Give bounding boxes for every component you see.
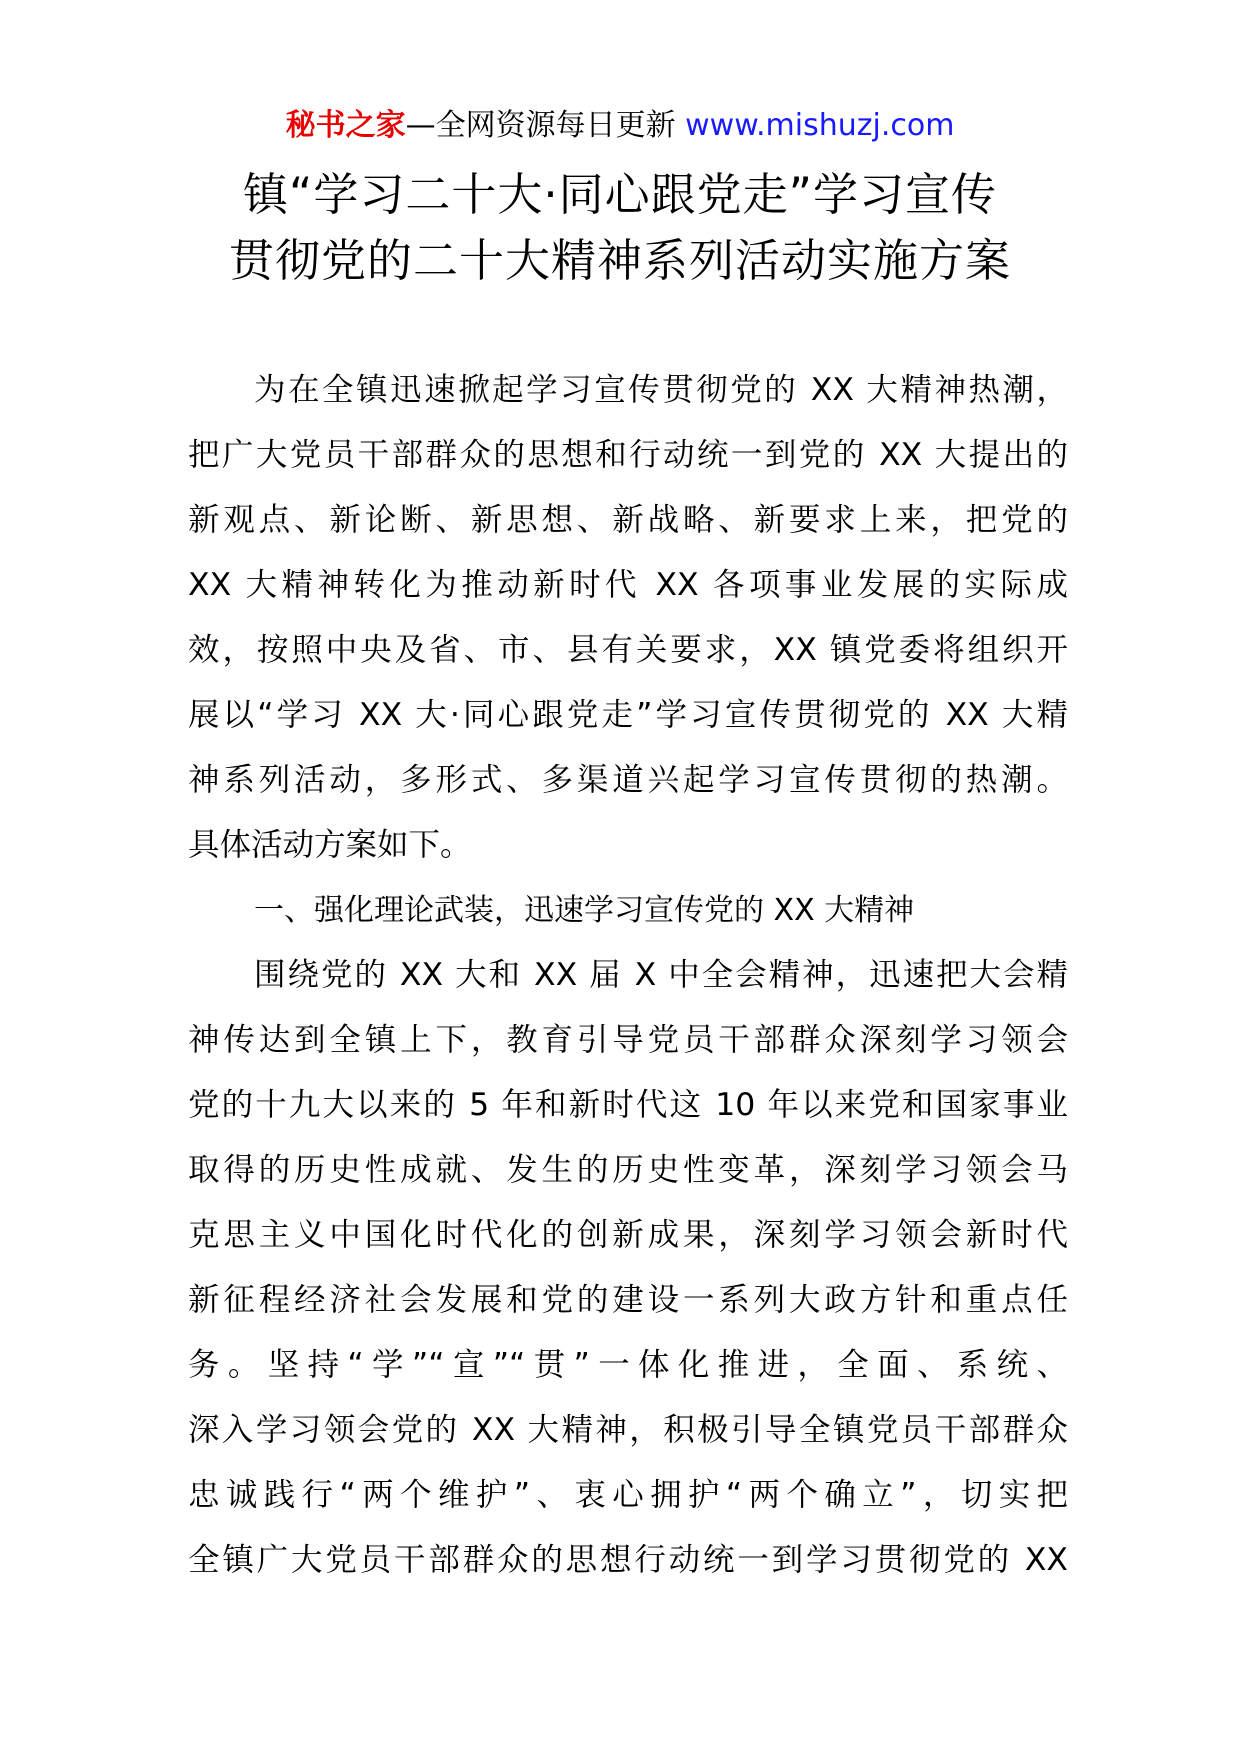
text-line: 神系列活动，多形式、多渠道兴起学习宣传贯彻的热潮。 — [188, 762, 1068, 798]
section-heading: 一、强化理论武装，迅速学习宣传党的 XX 大精神 — [254, 893, 915, 928]
paragraph-intro — [188, 358, 1068, 878]
text-line: 党的十九大以来的 5 年和新时代这 10 年以来党和国家事业 — [188, 1087, 1068, 1123]
site-tagline: —全网资源每日更新 — [405, 108, 686, 143]
text-line: 围绕党的 XX 大和 XX 届 X 中全会精神，迅速把大会精 — [254, 957, 1068, 993]
site-url-link[interactable]: www.mishuzj.com — [685, 108, 955, 143]
text-line: 取得的历史性成就、发生的历史性变革，深刻学习领会马 — [188, 1152, 1068, 1188]
text-line: 展以“学习 XX 大·同心跟党走”学习宣传贯彻党的 XX 大精 — [188, 697, 1068, 733]
document-title — [120, 162, 1120, 294]
document-body — [188, 358, 1068, 1593]
site-header — [0, 104, 1240, 148]
paragraph-section-1 — [188, 943, 1068, 1593]
text-line: 忠诚践行“两个维护”、衷心拥护“两个确立”，切实把 — [188, 1477, 1068, 1513]
document-title-line-1: 镇“学习二十大·同心跟党走”学习宣传 — [243, 168, 997, 221]
text-line: 为在全镇迅速掀起学习宣传贯彻党的 XX 大精神热潮， — [254, 372, 1068, 408]
text-line: XX 大精神转化为推动新时代 XX 各项事业发展的实际成 — [188, 567, 1068, 603]
document-title-line-2: 贯彻党的二十大精神系列活动实施方案 — [228, 234, 1011, 287]
text-line: 把广大党员干部群众的思想和行动统一到党的 XX 大提出的 — [188, 437, 1068, 473]
text-line: 效，按照中央及省、市、县有关要求，XX 镇党委将组织开 — [188, 632, 1068, 668]
site-brand: 秘书之家 — [285, 108, 406, 143]
text-line: 神传达到全镇上下，教育引导党员干部群众深刻学习领会 — [188, 1022, 1068, 1058]
text-line: 新观点、新论断、新思想、新战略、新要求上来，把党的 — [188, 502, 1068, 538]
text-line: 具体活动方案如下。 — [188, 827, 472, 863]
text-line: 务。坚持“学”“宣”“贯”一体化推进，全面、系统、 — [188, 1347, 1068, 1383]
text-line: 新征程经济社会发展和党的建设一系列大政方针和重点任 — [188, 1282, 1068, 1318]
text-line: 深入学习领会党的 XX 大精神，积极引导全镇党员干部群众 — [188, 1412, 1068, 1448]
text-line: 全镇广大党员干部群众的思想行动统一到学习贯彻党的 XX — [188, 1542, 1068, 1578]
text-line: 克思主义中国化时代化的创新成果，深刻学习领会新时代 — [188, 1217, 1068, 1253]
